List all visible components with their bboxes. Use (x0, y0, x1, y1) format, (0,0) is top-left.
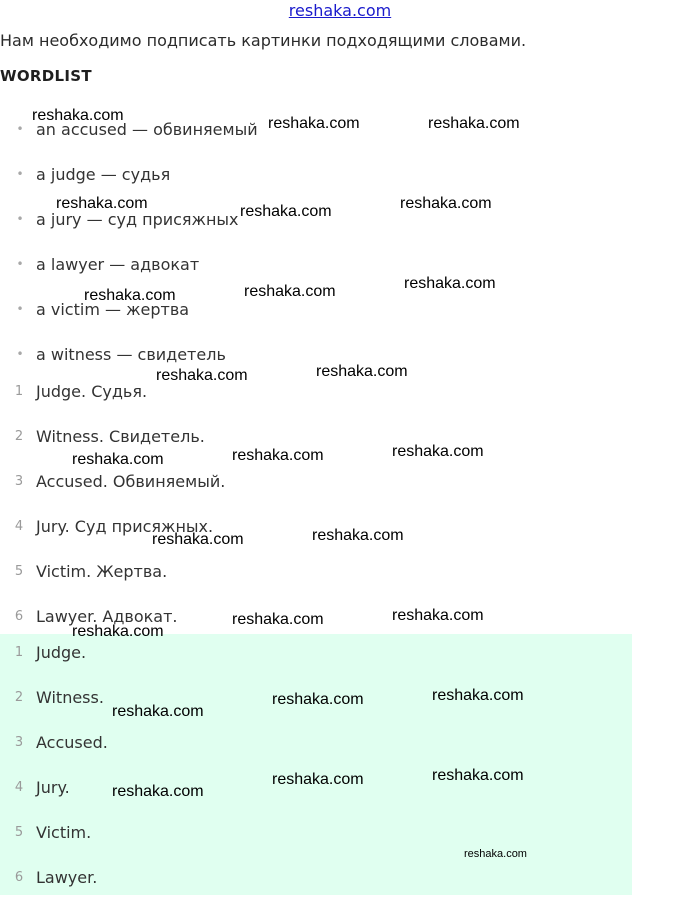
wordlist-item-text: an accused — обвиняемый (36, 120, 258, 139)
answer-text: Victim. (36, 823, 92, 842)
watermark: reshaka.com (432, 767, 524, 784)
wordlist-item-text: a judge — судья (36, 165, 171, 184)
item-number: 4 (14, 780, 24, 795)
bullet-icon: • (16, 257, 24, 271)
answer-text: Jury. (36, 778, 70, 797)
task-instruction: Нам необходимо подписать картинки подходящими словами. (0, 31, 527, 50)
watermark: reshaka.com (32, 107, 124, 124)
item-number: 4 (14, 519, 24, 534)
answer-text: Judge. (36, 643, 87, 662)
item-number: 1 (14, 384, 24, 399)
watermark: reshaka.com (392, 443, 484, 460)
site-link[interactable]: reshaka.com (288, 1, 392, 20)
translation-list (0, 369, 680, 639)
watermark: reshaka.com (272, 691, 364, 708)
watermark: reshaka.com (152, 531, 244, 548)
watermark: reshaka.com (272, 771, 364, 788)
watermark: reshaka.com (232, 611, 324, 628)
wordlist-item (0, 152, 258, 197)
translation-text: Witness. Свидетель. (36, 427, 205, 446)
watermark: reshaka.com (400, 195, 492, 212)
watermark: reshaka.com (72, 451, 164, 468)
answer-text: Accused. (36, 733, 108, 752)
item-number: 5 (14, 825, 24, 840)
watermark: reshaka.com (156, 367, 248, 384)
watermark: reshaka.com (72, 623, 164, 640)
wordlist-item-text: a victim — жертва (36, 300, 190, 319)
translation-text: Jury. Суд присяжных. (36, 517, 214, 536)
translation-text: Lawyer. Адвокат. (36, 607, 178, 626)
answer-item (0, 720, 632, 765)
answer-text: Lawyer. (36, 868, 98, 887)
watermark: reshaka.com (464, 848, 527, 860)
watermark: reshaka.com (404, 275, 496, 292)
watermark: reshaka.com (312, 527, 404, 544)
watermark: reshaka.com (232, 447, 324, 464)
watermark: reshaka.com (268, 115, 360, 132)
item-number: 1 (14, 645, 24, 660)
watermark: reshaka.com (240, 203, 332, 220)
answer-text: Witness. (36, 688, 104, 707)
item-number: 2 (14, 690, 24, 705)
wordlist (0, 107, 258, 377)
translation-text: Accused. Обвиняемый. (36, 472, 226, 491)
watermark: reshaka.com (244, 283, 336, 300)
item-number: 5 (14, 564, 24, 579)
bullet-icon: • (16, 347, 24, 361)
watermark: reshaka.com (112, 783, 204, 800)
item-number: 3 (14, 474, 24, 489)
watermark: reshaka.com (432, 687, 524, 704)
watermark: reshaka.com (84, 287, 176, 304)
bullet-icon: • (16, 302, 24, 316)
translation-text: Judge. Судья. (36, 382, 148, 401)
watermark: reshaka.com (56, 195, 148, 212)
item-number: 3 (14, 735, 24, 750)
translation-text: Victim. Жертва. (36, 562, 168, 581)
wordlist-item-text: a jury — суд присяжных (36, 210, 239, 229)
bullet-icon: • (16, 167, 24, 181)
wordlist-item-text: a witness — свидетель (36, 345, 226, 364)
watermark: reshaka.com (392, 607, 484, 624)
item-number: 6 (14, 609, 24, 624)
bullet-icon: • (16, 212, 24, 226)
answer-item (0, 855, 632, 900)
item-number: 2 (14, 429, 24, 444)
bullet-icon: • (16, 122, 24, 136)
wordlist-item-text: a lawyer — адвокат (36, 255, 200, 274)
item-number: 6 (14, 870, 24, 885)
watermark: reshaka.com (428, 115, 520, 132)
watermark: reshaka.com (112, 703, 204, 720)
wordlist-heading: WORDLIST (0, 67, 92, 85)
answer-list (0, 630, 632, 900)
translation-item (0, 549, 680, 594)
watermark: reshaka.com (316, 363, 408, 380)
answer-item (0, 810, 632, 855)
wordlist-item (0, 242, 258, 287)
